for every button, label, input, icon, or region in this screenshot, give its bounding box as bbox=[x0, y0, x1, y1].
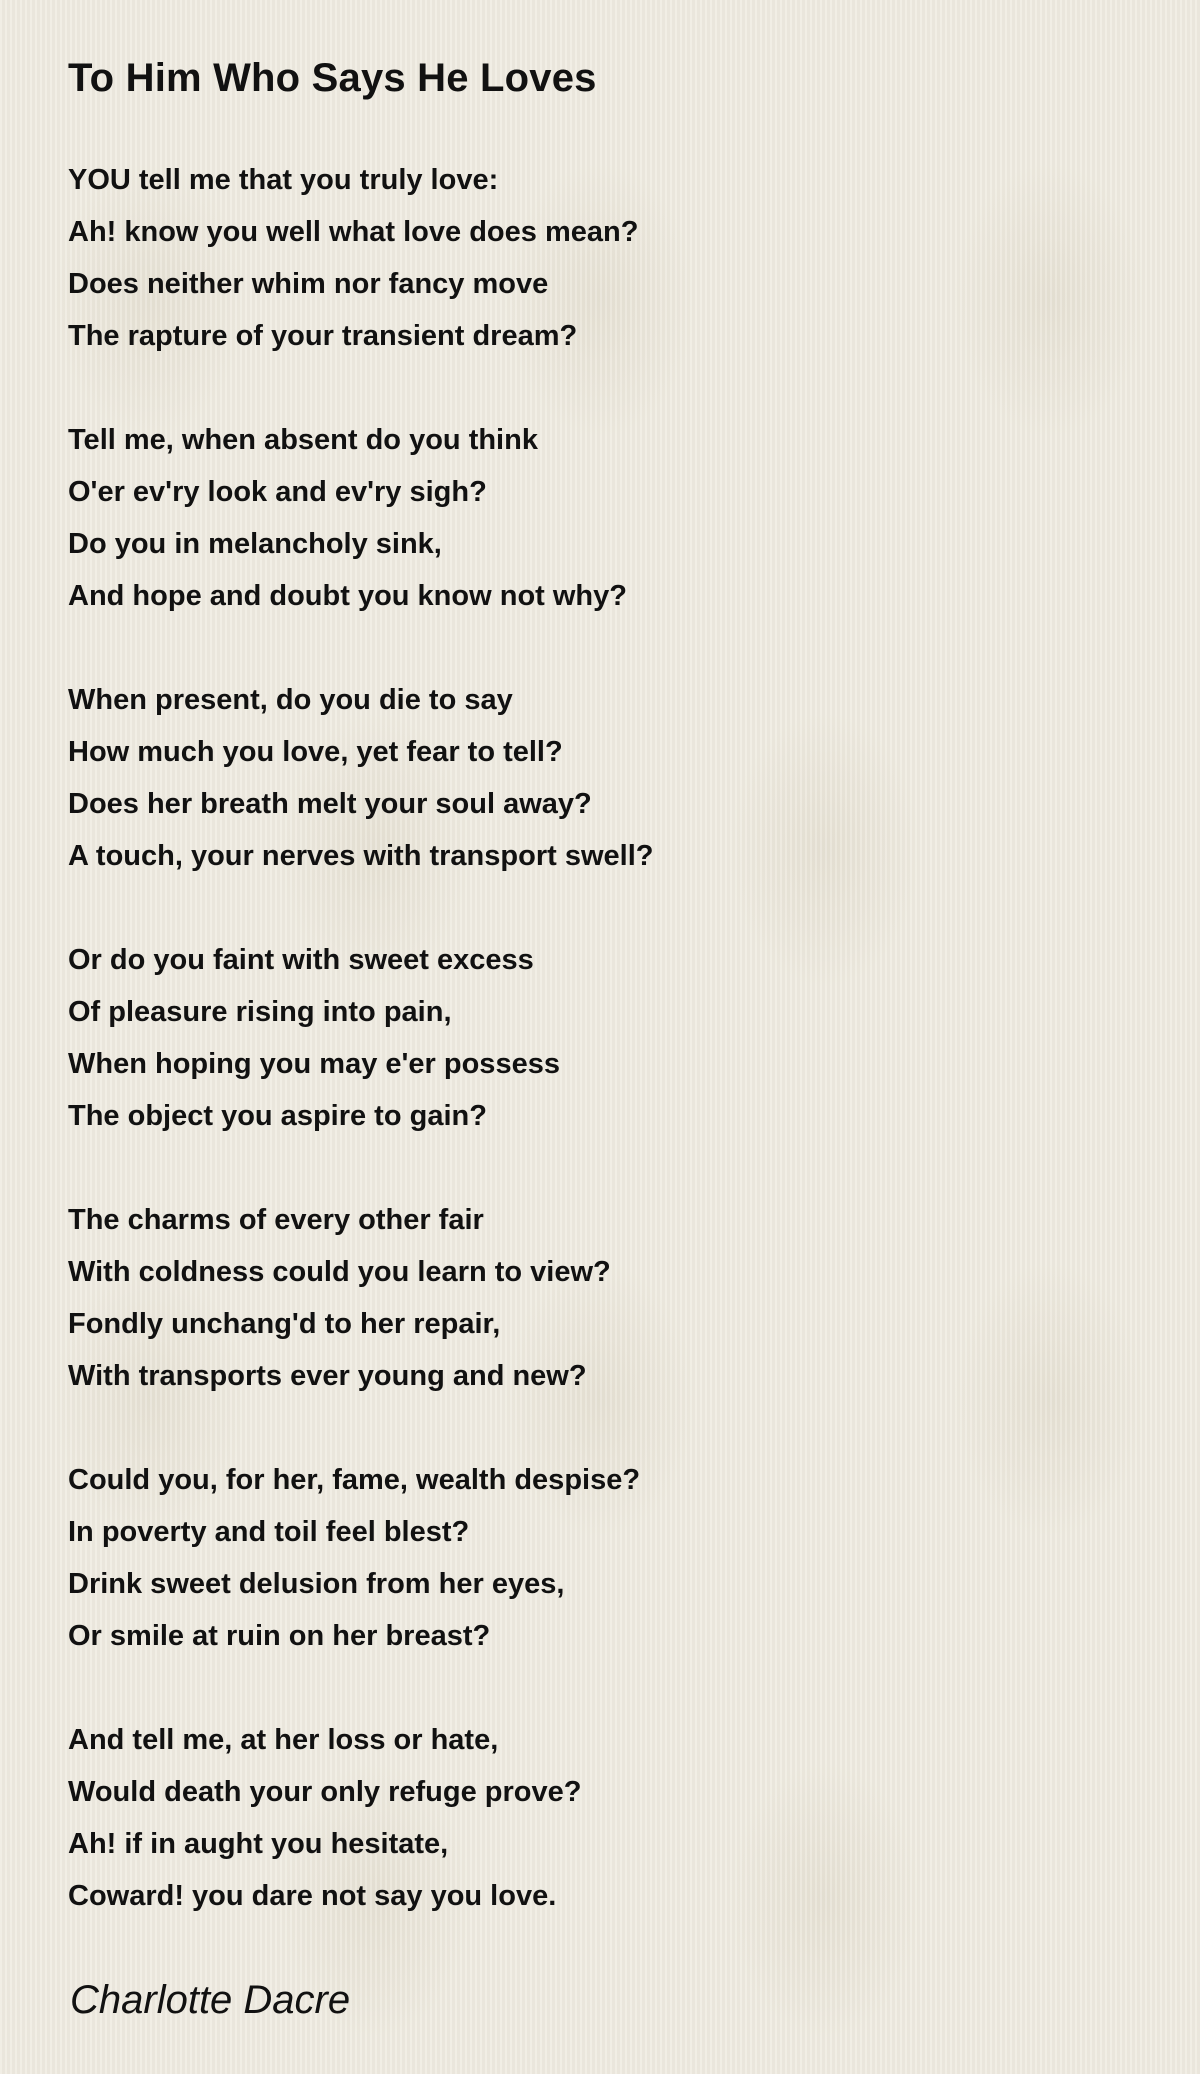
poem-line: Ah! if in aught you hesitate, bbox=[68, 1828, 449, 1860]
stanza-2 bbox=[68, 414, 1148, 622]
stanza-3 bbox=[68, 674, 1148, 882]
poem-line: Do you in melancholy sink, bbox=[68, 528, 442, 560]
poem-line: Coward! you dare not say you love. bbox=[68, 1880, 557, 1912]
poem-line: When present, do you die to say bbox=[68, 684, 513, 716]
poem-line: Drink sweet delusion from her eyes, bbox=[68, 1568, 565, 1600]
stanza-5 bbox=[68, 1194, 1148, 1402]
poem-line: And hope and doubt you know not why? bbox=[68, 580, 627, 612]
poem-body bbox=[68, 154, 1148, 1922]
stanza-1 bbox=[68, 154, 1148, 362]
poem-author: Charlotte Dacre bbox=[70, 1978, 351, 2022]
poem-line: With transports ever young and new? bbox=[68, 1360, 587, 1392]
poem-line: When hoping you may e'er possess bbox=[68, 1048, 560, 1080]
stanza-4 bbox=[68, 934, 1148, 1142]
poem-line: With coldness could you learn to view? bbox=[68, 1256, 611, 1288]
poem-line: Does neither whim nor fancy move bbox=[68, 268, 549, 300]
poem-line: Does her breath melt your soul away? bbox=[68, 788, 592, 820]
poem-line: Or do you faint with sweet excess bbox=[68, 944, 534, 976]
poem-line: O'er ev'ry look and ev'ry sigh? bbox=[68, 476, 487, 508]
poem-line: The charms of every other fair bbox=[68, 1204, 484, 1236]
poem-page bbox=[68, 48, 1148, 1974]
poem-line: The rapture of your transient dream? bbox=[68, 320, 578, 352]
poem-line: Or smile at ruin on her breast? bbox=[68, 1620, 491, 1652]
poem-line: How much you love, yet fear to tell? bbox=[68, 736, 563, 768]
stanza-6 bbox=[68, 1454, 1148, 1662]
poem-line: Ah! know you well what love does mean? bbox=[68, 216, 639, 248]
poem-line: Could you, for her, fame, wealth despise? bbox=[68, 1464, 641, 1496]
poem-title: To Him Who Says He Loves bbox=[68, 56, 597, 100]
poem-line: A touch, your nerves with transport swell? bbox=[68, 840, 654, 872]
poem-line: YOU tell me that you truly love: bbox=[68, 164, 499, 196]
stanza-7 bbox=[68, 1714, 1148, 1922]
poem-line: Of pleasure rising into pain, bbox=[68, 996, 452, 1028]
poem-line: Would death your only refuge prove? bbox=[68, 1776, 582, 1808]
poem-line: In poverty and toil feel blest? bbox=[68, 1516, 470, 1548]
poem-line: The object you aspire to gain? bbox=[68, 1100, 487, 1132]
poem-line: And tell me, at her loss or hate, bbox=[68, 1724, 499, 1756]
poem-line: Tell me, when absent do you think bbox=[68, 424, 538, 456]
poem-line: Fondly unchang'd to her repair, bbox=[68, 1308, 501, 1340]
